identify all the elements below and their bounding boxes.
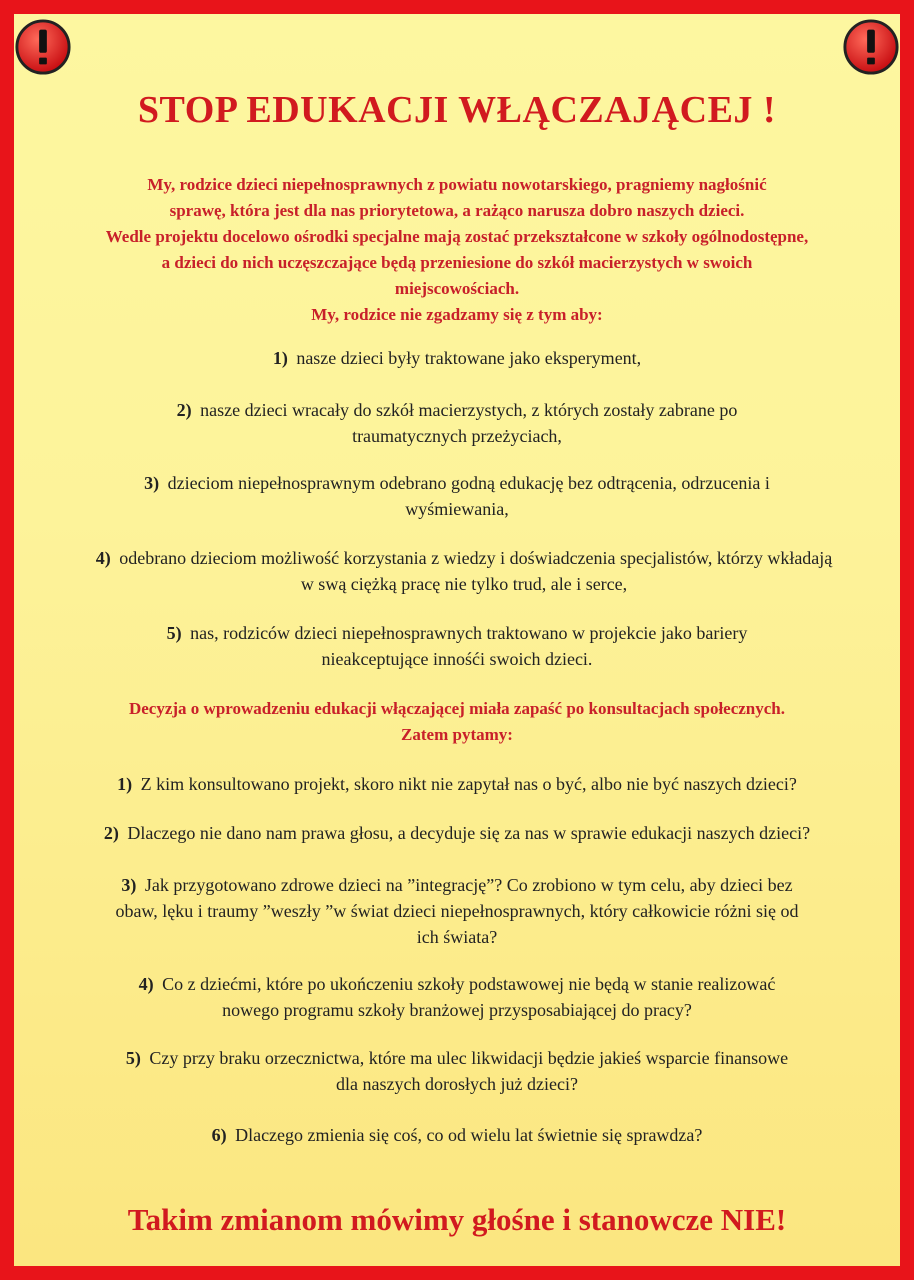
question-item: 5) Czy przy braku orzecznictwa, które ma ulec likwidacji będzie jakieś wsparcie finansowe dla naszych dorosłych już dzieci?	[125, 1048, 789, 1094]
objection-item: 4) odebrano dzieciom możliwość korzystania z wiedzy i doświadczenia specjalistów, którzy wkładają w swą ciężką pracę nie tylko trud, ale i serce,	[95, 548, 833, 594]
decision-paragraph: Decyzja o wprowadzeniu edukacji włączającej miała zapaść po konsultacjach społecznych. Zatem pytamy:	[128, 699, 786, 744]
objection-item: 2) nasze dzieci wracały do szkół macierzystych, z których zostały zabrane po traumatycznych przeżyciach,	[176, 400, 738, 446]
page-title: STOP EDUKACJI WŁĄCZAJĄCEJ !	[137, 89, 777, 131]
exclamation-warning-icon	[14, 18, 72, 76]
question-item: 4) Co z dziećmi, które po ukończeniu szkoły podstawowej nie będą w stanie realizować nowego programu szkoły branżowej przysposabiającej do pracy?	[138, 974, 776, 1020]
exclamation-warning-icon	[842, 18, 900, 76]
closing-statement: Takim zmianom mówimy głośne i stanowcze NIE!	[127, 1202, 787, 1237]
objection-item: 1) nasze dzieci były traktowane jako eksperyment,	[272, 348, 642, 368]
question-item: 6) Dlaczego zmienia się coś, co od wielu lat świetnie się sprawdza?	[211, 1125, 703, 1145]
question-item: 2) Dlaczego nie dano nam prawa głosu, a decyduje się za nas w sprawie edukacji naszych dzieci?	[103, 823, 811, 843]
objection-item: 3) dzieciom niepełnosprawnym odebrano godną edukację bez odtrącenia, odrzucenia i wyśmiewania,	[144, 473, 770, 519]
objection-item: 5) nas, rodziców dzieci niepełnosprawnych traktowano w projekcie jako bariery nieakceptujące innośći swoich dzieci.	[166, 623, 748, 669]
intro-paragraph: My, rodzice dzieci niepełnosprawnych z powiatu nowotarskiego, pragniemy nagłośnić sprawę, która jest dla nas priorytetowa, a rażąco narusza dobro naszych dzieci. Wedle projektu docelowo ośrodki specjalne mają zostać przekształcone w szkoły ogólnodostępne, a dzieci do nich uczęszczające będą przeniesione do szkół macierzystych w swoich miejscowościach. My, rodzice nie zgadzamy się z tym aby:	[105, 175, 809, 324]
question-item: 1) Z kim konsultowano projekt, skoro nikt nie zapytał nas o być, albo nie być naszych dzieci?	[117, 774, 797, 794]
poster	[14, 14, 900, 1266]
question-item: 3) Jak przygotowano zdrowe dzieci na ”integrację”? Co zrobiono w tym celu, aby dzieci bez obaw, lęku i traumy ”weszły ”w świat dzieci niepełnosprawnych, który całkowicie różni się od ich świata?	[115, 875, 799, 947]
